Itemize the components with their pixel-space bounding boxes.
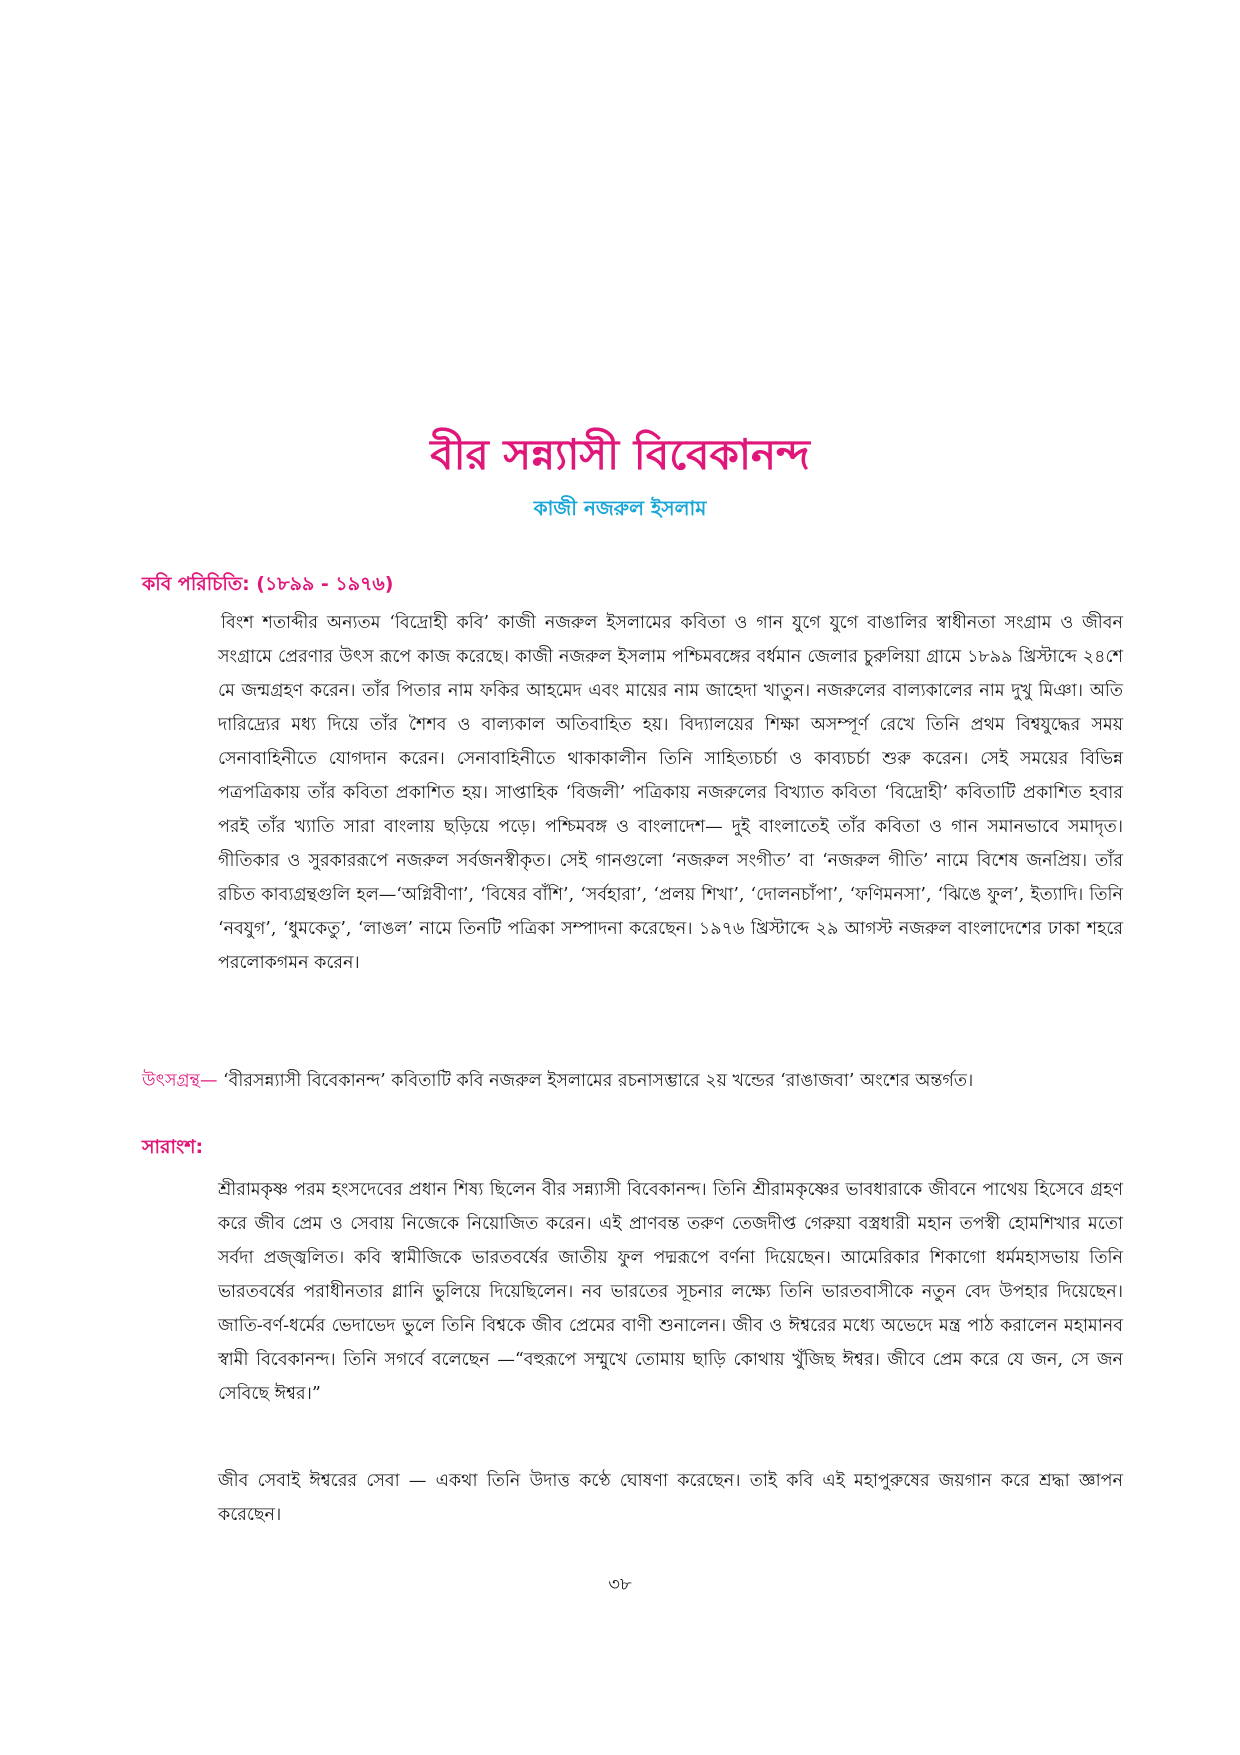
poet-intro-heading: কবি পরিচিতি: (১৮৯৯ - ১৯৭৬)	[142, 573, 394, 595]
summary-paragraph: শ্রীরামকৃষ্ণ পরম হংসদেবের প্রধান শিষ্য ছিলেন বীর সন্ন্যাসী বিবেকানন্দ। তিনি শ্রীরামকৃষ্ণের ভাবধারাকে জীবনে পাথেয় হিসেবে গ্রহণ করে জীব প্রেম ও সেবায় নিজেকে নিয়োজিত করেন। এই প্রাণবন্ত তরুণ তেজদীপ্ত গেরুয়া বস্ত্রধারী মহান তপস্বী হোমশিখার মতো সর্বদা প্রজ্জ্বলিত। কবি স্বামীজিকে ভারতবর্ষের জাতীয় ফুল পদ্মরূপে বর্ণনা দিয়েছেন। আমেরিকার শিকাগো ধর্মমহাসভায় তিনি ভারতবর্ষের পরাধীনতার গ্লানি ভুলিয়ে দিয়েছিলেন। নব ভারতের সূচনার লক্ষ্যে তিনি ভারতবাসীকে নতুন বেদ উপহার দিয়েছেন। জাতি-বর্ণ-ধর্মের ভেদাভেদ ভুলে তিনি বিশ্বকে জীব প্রেমের বাণী শুনালেন। জীব ও ঈশ্বরের মধ্যে অভেদে মন্ত্র পাঠ করালেন মহামানব স্বামী বিবেকানন্দ। তিনি সগর্বে বলেছেন —“বহুরূপে সম্মুখে তোমায় ছাড়ি কোথায় খুঁজিছ ঈশ্বর। জীবে প্রেম করে যে জন, সে জন সেবিছে ঈশ্বর।”	[218, 1180, 1123, 1404]
poet-intro-paragraph: বিংশ শতাব্দীর অন্যতম ‘বিদ্রোহী কবি’ কাজী নজরুল ইসলামের কবিতা ও গান যুগে যুগে বাঙালির স্বাধীনতা সংগ্রাম ও জীবন সংগ্রামে প্রেরণার উৎস রূপে কাজ করেছে। কাজী নজরুল ইসলাম পশ্চিমবঙ্গের বর্ধমান জেলার চুরুলিয়া গ্রামে ১৮৯৯ খ্রিস্টাব্দে ২৪শে মে জন্মগ্রহণ করেন। তাঁর পিতার নাম ফকির আহমেদ এবং মায়ের নাম জাহেদা খাতুন। নজরুলের বাল্যকালের নাম দুখু মিঞা। অতি দারিদ্র্যের মধ্য দিয়ে তাঁর শৈশব ও বাল্যকাল অতিবাহিত হয়। বিদ্যালয়ের শিক্ষা অসম্পূর্ণ রেখে তিনি প্রথম বিশ্বযুদ্ধের সময় সেনাবাহিনীতে যোগদান করেন। সেনাবাহিনীতে থাকাকালীন তিনি সাহিত্যচর্চা ও কাব্যচর্চা শুরু করেন। সেই সময়ের বিভিন্ন পত্রপত্রিকায় তাঁর কবিতা প্রকাশিত হয়। সাপ্তাহিক ‘বিজলী’ পত্রিকায় নজরুলের বিখ্যাত কবিতা ‘বিদ্রোহী’ কবিতাটি প্রকাশিত হবার পরই তাঁর খ্যাতি সারা বাংলায় ছড়িয়ে পড়ে। পশ্চিমবঙ্গ ও বাংলাদেশ— দুই বাংলাতেই তাঁর কবিতা ও গান সমানভাবে সমাদৃত। গীতিকার ও সুরকাররূপে নজরুল সর্বজনস্বীকৃত। সেই গানগুলো ‘নজরুল সংগীত’ বা ‘নজরুল গীতি’ নামে বিশেষ জনপ্রিয়। তাঁর রচিত কাব্যগ্রন্থগুলি হল—‘অগ্নিবীণা’, ‘বিষের বাঁশি’, ‘সর্বহারা’, ‘প্রলয় শিখা’, ‘দোলনচাঁপা’, ‘ফণিমনসা’, ‘ঝিঙে ফুল’, ইত্যাদি। তিনি ‘নবযুগ’, ‘ধুমকেতু’, ‘লাঙল’ নামে তিনটি পত্রিকা সম্পাদনা করেছেন। ১৯৭৬ খ্রিস্টাব্দে ২৯ আগস্ট নজরুল বাংলাদেশের ঢাকা শহরে পরলোকগমন করেন।	[218, 613, 1123, 973]
page-number: ৩৮	[608, 1574, 632, 1595]
source-text: ‘বীরসন্ন্যাসী বিবেকানন্দ’ কবিতাটি কবি নজরুল ইসলামের রচনাসম্ভারে ২য় খন্ডের ‘রাঙাজবা’ অংশের অন্তর্গত।	[217, 1071, 974, 1091]
summary-paragraph: জীব সেবাই ঈশ্বরের সেবা — একথা তিনি উদাত্ত কণ্ঠে ঘোষণা করেছেন। তাই কবি এই মহাপুরুষের জয়গান করে শ্রদ্ধা জ্ঞাপন করেছেন।	[218, 1471, 1123, 1525]
summary-heading: সারাংশ:	[142, 1136, 204, 1158]
source-label: উৎসগ্রন্থ—	[142, 1071, 218, 1091]
poem-author: কাজী নজরুল ইসলাম	[533, 496, 707, 520]
source-line	[142, 1064, 1132, 1098]
poem-title: বীর সন্ন্যাসী বিবেকানন্দ	[430, 430, 810, 479]
